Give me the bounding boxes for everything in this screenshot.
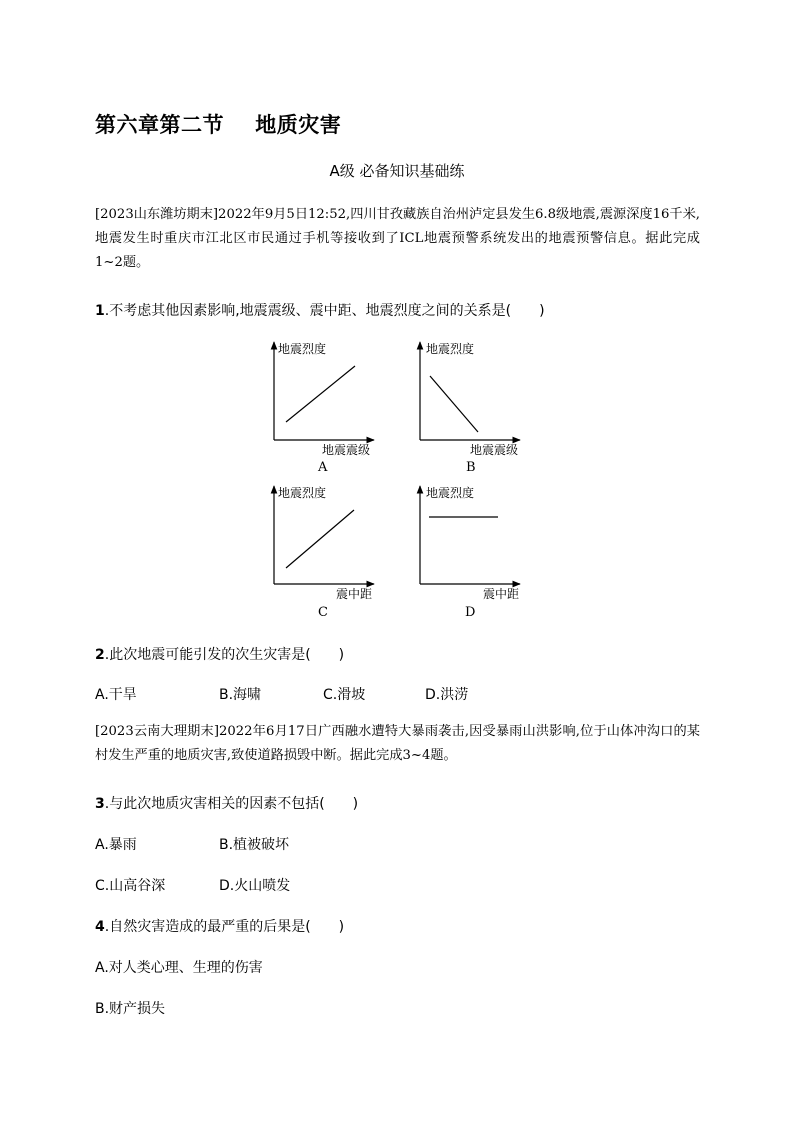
x-axis-label: 地震震级 [322, 443, 371, 457]
question-number: 1 [95, 303, 105, 319]
option-a[interactable]: A.暴雨 [95, 837, 137, 853]
graph-b [420, 341, 520, 475]
y-axis-label: 地震烈度 [426, 486, 475, 500]
graph-d [420, 485, 520, 620]
option-b[interactable]: B.海啸 [219, 687, 262, 703]
option-b[interactable]: B.植被破坏 [219, 837, 290, 853]
option-a[interactable]: A.干旱 [95, 687, 137, 703]
graph-letter: C [318, 605, 328, 620]
question-text: .与此次地质灾害相关的因素不包括( ) [104, 796, 359, 812]
question-2 [95, 644, 700, 664]
option-b[interactable]: B.财产损失 [95, 1001, 166, 1017]
passage-1: [2023山东潍坊期末]2022年9月5日12:52,四川甘孜藏族自治州泸定县发生6.8级地震,震源深度16千米,地震发生时重庆市江北区市民通过手机等接收到了ICL地震预警系统发出的地震预警信息。据此完成1~2题。 [95, 207, 700, 270]
graph-letter: A [318, 460, 328, 475]
question-number: 3 [95, 796, 105, 812]
x-axis-label: 震中距 [483, 587, 520, 601]
option-d[interactable]: D.洪涝 [425, 687, 469, 703]
graph-c [274, 485, 374, 620]
question-4 [95, 916, 700, 936]
y-axis-label: 地震烈度 [278, 486, 327, 500]
question-3 [95, 793, 700, 813]
y-axis-label: 地震烈度 [426, 342, 475, 356]
relation-line [286, 366, 355, 422]
graph-a [274, 341, 374, 475]
option-c[interactable]: C.山高谷深 [95, 878, 166, 894]
graph-letter: B [466, 460, 476, 475]
chapter-label: 第六章第二节 [95, 113, 224, 137]
graph-letter: D [465, 605, 476, 620]
relation-line [286, 510, 354, 568]
x-axis-label: 震中距 [336, 587, 373, 601]
question-text: .不考虑其他因素影响,地震震级、震中距、地震烈度之间的关系是( ) [104, 303, 545, 319]
question-number: 2 [95, 647, 105, 663]
question-text: .自然灾害造成的最严重的后果是( ) [104, 919, 345, 935]
x-axis-label: 地震震级 [470, 443, 519, 457]
level-heading: A级 必备知识基础练 [329, 162, 465, 180]
section-label: 地质灾害 [255, 113, 342, 137]
y-axis-label: 地震烈度 [278, 342, 327, 356]
question-text: .此次地震可能引发的次生灾害是( ) [104, 647, 345, 663]
option-c[interactable]: C.滑坡 [323, 687, 366, 703]
option-a[interactable]: A.对人类心理、生理的伤害 [95, 960, 263, 976]
passage-2: [2023云南大理期末]2022年6月17日广西融水遭特大暴雨袭击,因受暴雨山洪影响,位于山体冲沟口的某村发生严重的地质灾害,致使道路损毁中断。据此完成3~4题。 [95, 724, 700, 763]
option-d[interactable]: D.火山喷发 [219, 878, 291, 894]
relation-line [430, 376, 478, 432]
question-number: 4 [95, 919, 105, 935]
